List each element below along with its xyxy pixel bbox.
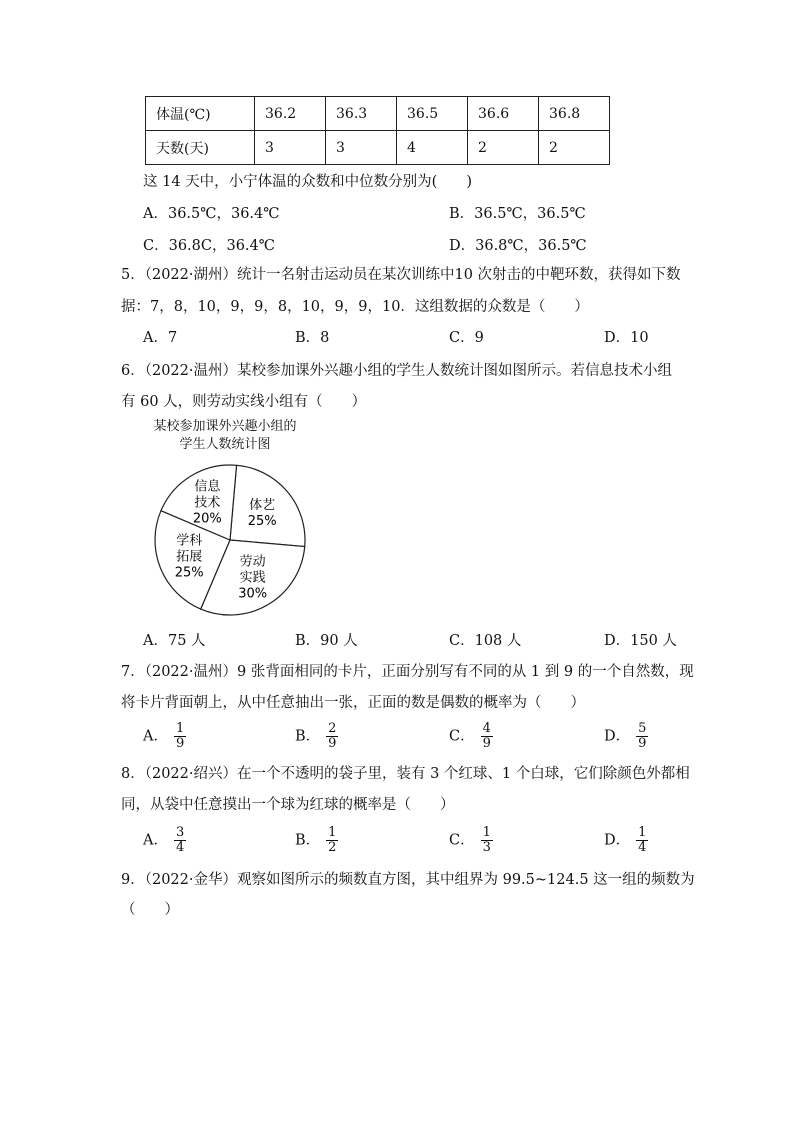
q7-option-c[interactable] (449, 722, 493, 751)
pie-title-line-1: 某校参加课外兴趣小组的 (153, 419, 297, 434)
option-letter: B． (295, 728, 321, 745)
table-cell: 36.6 (468, 97, 539, 131)
numerator: 5 (638, 721, 647, 736)
q4-option-c[interactable]: C．36.8C，36.4℃ (143, 238, 275, 254)
pie-slice-label: 拓展 (176, 549, 203, 565)
denominator: 9 (482, 736, 491, 751)
q5-option-b[interactable]: B．8 (295, 330, 330, 346)
table-row (146, 97, 610, 131)
option-letter: B． (295, 832, 321, 849)
denominator: 3 (482, 840, 491, 855)
question-9-line-1: 9．（2022·金华）观察如图所示的频数直方图，其中组界为 99.5~124.5 这一组的频数为 (121, 872, 695, 888)
table-cell: 4 (397, 131, 468, 165)
fraction (174, 826, 186, 855)
numerator: 2 (328, 721, 337, 736)
q8-option-c[interactable] (449, 826, 493, 855)
pie-slice-label: 劳动 (239, 554, 266, 570)
fraction (326, 826, 338, 855)
numerator: 1 (482, 825, 491, 840)
numerator: 4 (482, 721, 491, 736)
option-letter: A． (143, 728, 168, 745)
numerator: 1 (175, 721, 185, 736)
table-cell: 2 (468, 131, 539, 165)
fraction (174, 722, 186, 751)
q5-option-c[interactable]: C．9 (449, 330, 484, 346)
table-cell: 36.2 (255, 97, 326, 131)
numerator: 3 (175, 825, 185, 840)
question-7-line-2: 将卡片背面朝上，从中任意抽出一张，正面的数是偶数的概率为（ ） (121, 695, 585, 711)
q6-option-b[interactable]: B．90 人 (295, 633, 358, 649)
pie-slice-label: 30% (238, 586, 268, 602)
question-7-line-1: 7．（2022·温州）9 张背面相同的卡片，正面分别写有不同的从 1 到 9 的一个自然数，现 (121, 664, 694, 680)
q4-option-d[interactable]: D．36.8℃，36.5℃ (449, 238, 587, 254)
pie-chart-title (140, 418, 310, 454)
table-cell: 3 (255, 131, 326, 165)
table-cell: 体温(℃) (146, 97, 255, 131)
question-9-line-2: （ ） (121, 902, 179, 918)
question-5-line-2: 据：7，8，10，9，9，8，10，9，9，10．这组数据的众数是（ ） (121, 299, 589, 315)
option-letter: C． (449, 728, 475, 745)
option-letter: C． (449, 832, 475, 849)
table-cell: 36.3 (326, 97, 397, 131)
option-letter: A． (143, 832, 168, 849)
option-letter: D． (604, 832, 631, 849)
q6-option-d[interactable]: D．150 人 (604, 633, 677, 649)
q4-option-b[interactable]: B．36.5℃，36.5℃ (449, 206, 586, 222)
question-6-line-1: 6．（2022·温州）某校参加课外兴趣小组的学生人数统计图如图所示。若信息技术小组 (121, 363, 672, 379)
option-letter: D． (604, 728, 631, 745)
q7-option-b[interactable] (295, 722, 338, 751)
numerator: 1 (638, 825, 647, 840)
denominator: 9 (638, 736, 647, 751)
pie-slice-label: 体艺 (249, 498, 276, 514)
pie-slice-label: 25% (174, 565, 204, 581)
table-cell: 36.5 (397, 97, 468, 131)
table-row (146, 131, 610, 165)
pie-chart (150, 460, 310, 620)
q8-option-b[interactable] (295, 826, 338, 855)
denominator: 9 (328, 736, 337, 751)
pie-slice-label: 信息 (194, 479, 221, 495)
q8-option-d[interactable] (604, 826, 648, 855)
denominator: 9 (175, 736, 185, 751)
q4-option-a[interactable]: A．36.5℃，36.4℃ (143, 206, 280, 222)
q5-option-d[interactable]: D．10 (604, 330, 649, 346)
fraction (326, 722, 338, 751)
pie-slice-label: 20% (192, 511, 222, 527)
pie-slice-label: 学科 (176, 533, 203, 549)
question-4-stem: 这 14 天中，小宁体温的众数和中位数分别为( ) (143, 174, 472, 190)
denominator: 4 (175, 840, 185, 855)
q5-option-a[interactable]: A．7 (143, 330, 178, 346)
fraction (636, 722, 648, 751)
numerator: 1 (328, 825, 337, 840)
question-5-line-1: 5．（2022·湖州）统计一名射击运动员在某次训练中10 次射击的中靶环数，获得如下数 (121, 267, 681, 283)
fraction (636, 826, 648, 855)
table-cell: 2 (539, 131, 610, 165)
denominator: 2 (328, 840, 337, 855)
question-8-line-1: 8．（2022·绍兴）在一个不透明的袋子里，装有 3 个红球、1 个白球，它们除颜色外都相 (121, 766, 690, 782)
table-cell: 36.8 (539, 97, 610, 131)
q7-option-a[interactable] (143, 722, 186, 751)
pie-slice-label: 技术 (194, 495, 221, 511)
fraction (481, 722, 493, 751)
denominator: 4 (638, 840, 647, 855)
table-cell: 3 (326, 131, 397, 165)
question-6-line-2: 有 60 人，则劳动实线小组有（ ） (121, 394, 367, 410)
q6-option-c[interactable]: C．108 人 (449, 633, 522, 649)
pie-slice-label: 25% (247, 514, 277, 530)
question-8-line-2: 同，从袋中任意摸出一个球为红球的概率是（ ） (121, 797, 455, 813)
temperature-table (145, 96, 610, 165)
q6-option-a[interactable]: A．75 人 (143, 633, 206, 649)
table-cell: 天数(天) (146, 131, 255, 165)
q8-option-a[interactable] (143, 826, 186, 855)
fraction (481, 826, 493, 855)
q7-option-d[interactable] (604, 722, 648, 751)
pie-slice-label: 实践 (239, 570, 266, 586)
pie-title-line-2: 学生人数统计图 (179, 437, 271, 452)
